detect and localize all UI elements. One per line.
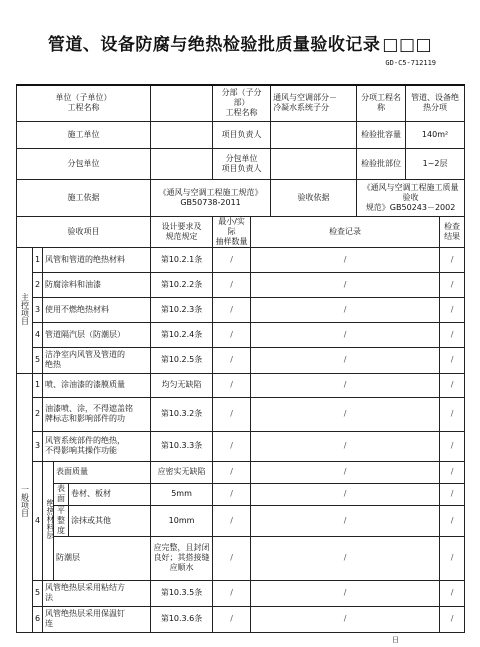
general-group-label: 一般项目 — [17, 373, 33, 632]
footer-mark: 日 — [392, 636, 399, 644]
acceptance-label: 验收依据 — [271, 179, 357, 216]
basis-value: 《通风与空调工程施工规范》 GB50738-2011 — [151, 179, 271, 216]
main-item-no: 3 — [33, 297, 43, 322]
general-item-no: 4 — [33, 461, 43, 580]
main-item-no: 5 — [33, 347, 43, 373]
general-item-record: / — [251, 431, 440, 461]
general-item-result: / — [440, 606, 465, 632]
form-title-text: 管道、设备防腐与绝热检验批质量验收记录 — [47, 35, 381, 55]
insulation-item-sampling: / — [213, 461, 251, 483]
insulation-item-requirement: 5mm — [151, 483, 213, 505]
division-value: 通风与空调部分－ 冷凝水系统子分 — [271, 85, 357, 121]
insulation-item-requirement: 应完整，且封闭 良好；其搭接缝 应顺水 — [151, 536, 213, 580]
main-item-row — [17, 247, 465, 272]
general-item-name: 风管绝热层采用保温钉 连 — [43, 606, 151, 632]
insulation-row — [17, 536, 465, 580]
main-item-requirement: 第10.2.5条 — [151, 347, 213, 373]
main-item-record: / — [251, 297, 440, 322]
main-item-sampling: / — [213, 272, 251, 297]
insulation-row — [17, 505, 465, 536]
insulation-row — [17, 483, 465, 505]
batch-part-label: 检验批部位 — [357, 148, 406, 179]
insulation-item-result: / — [440, 505, 465, 536]
general-item-sampling: / — [213, 373, 251, 397]
batch-part-value: 1~2层 — [406, 148, 465, 179]
general-item-no: 3 — [33, 431, 43, 461]
main-item-sampling: / — [213, 322, 251, 347]
main-item-row — [17, 322, 465, 347]
form-code: GD-C5-712119 — [385, 59, 436, 67]
result-header: 检查 结果 — [440, 216, 465, 247]
pm-label: 项目负责人 — [213, 121, 271, 148]
acceptance-table — [16, 84, 465, 633]
unit-value — [151, 85, 213, 121]
general-item-name: 喷、涂油漆的漆膜质量 — [43, 373, 151, 397]
general-item-no: 5 — [33, 580, 43, 606]
general-item-record: / — [251, 580, 440, 606]
division-label: 分部（子分部） 工程名称 — [213, 85, 271, 121]
insulation-item-sampling: / — [213, 483, 251, 505]
constructor-label: 施工单位 — [17, 121, 151, 148]
main-item-row — [17, 297, 465, 322]
insulation-item-sampling: / — [213, 536, 251, 580]
subitem-label: 分项工程名称 — [357, 85, 406, 121]
insulation-item-name-a: 平整 度 — [54, 505, 69, 536]
general-item-row — [17, 373, 465, 397]
insulation-item-sampling: / — [213, 505, 251, 536]
main-item-name: 洁净室内风管及管道的 绝热 — [43, 347, 151, 373]
main-item-result: / — [440, 272, 465, 297]
main-item-sampling: / — [213, 347, 251, 373]
general-item-requirement: 第10.3.3条 — [151, 431, 213, 461]
insulation-item-requirement: 应密实无缺陷 — [151, 461, 213, 483]
unit-label: 单位（子单位） 工程名称 — [17, 85, 151, 121]
batch-capacity-value: 140m² — [406, 121, 465, 148]
general-item-sampling: / — [213, 397, 251, 431]
main-item-result: / — [440, 322, 465, 347]
general-item-row — [17, 580, 465, 606]
general-item-record: / — [251, 373, 440, 397]
main-item-record: / — [251, 347, 440, 373]
main-item-no: 2 — [33, 272, 43, 297]
general-item-result: / — [440, 397, 465, 431]
form-title — [0, 30, 480, 55]
main-item-requirement: 第10.2.2条 — [151, 272, 213, 297]
sub-pm-label: 分包单位 项目负责人 — [213, 148, 271, 179]
main-item-result: / — [440, 247, 465, 272]
main-item-requirement: 第10.2.4条 — [151, 322, 213, 347]
insulation-item-result: / — [440, 483, 465, 505]
main-item-name: 防腐涂料和油漆 — [43, 272, 151, 297]
general-item-sampling: / — [213, 580, 251, 606]
general-item-no: 2 — [33, 397, 43, 431]
acceptance-value: 《通风与空调工程施工质量验收 规范》GB50243－2002 — [357, 179, 465, 216]
main-item-record: / — [251, 247, 440, 272]
main-item-requirement: 第10.2.3条 — [151, 297, 213, 322]
main-item-name: 管道隔汽层（防潮层） — [43, 322, 151, 347]
main-item-row — [17, 272, 465, 297]
main-item-record: / — [251, 272, 440, 297]
sub-pm-value — [271, 148, 357, 179]
main-item-row — [17, 347, 465, 373]
insulation-item-record: / — [251, 483, 440, 505]
general-item-name: 风管系统部件的绝热， 不得影响其操作功能 — [43, 431, 151, 461]
general-item-name: 风管绝热层采用粘结方 法 — [43, 580, 151, 606]
insulation-row — [17, 461, 465, 483]
general-item-sampling: / — [213, 431, 251, 461]
pm-value — [271, 121, 357, 148]
record-header: 检查记录 — [251, 216, 440, 247]
main-item-requirement: 第10.2.1条 — [151, 247, 213, 272]
sub-label: 分包单位 — [17, 148, 151, 179]
main-control-items — [17, 247, 465, 373]
general-item-name: 油漆喷、涂，不得遮盖铭 牌标志和影响部件的功 — [43, 397, 151, 431]
insulation-item-record: / — [251, 505, 440, 536]
general-item-result: / — [440, 580, 465, 606]
insulation-item-result: / — [440, 536, 465, 580]
sampling-header: 最小/实际 抽样数量 — [213, 216, 251, 247]
general-item-row — [17, 431, 465, 461]
main-item-name: 使用不燃绝热材料 — [43, 297, 151, 322]
main-item-no: 1 — [33, 247, 43, 272]
main-item-record: / — [251, 322, 440, 347]
general-item-no: 6 — [33, 606, 43, 632]
main-item-no: 4 — [33, 322, 43, 347]
insulation-item-name-a: 表面 — [54, 483, 69, 505]
subitem-value: 管道、设备绝热分项 — [406, 85, 465, 121]
main-item-result: / — [440, 297, 465, 322]
main-group-label: 主控项目 — [17, 247, 33, 373]
general-items — [17, 373, 465, 632]
main-item-sampling: / — [213, 297, 251, 322]
main-item-result: / — [440, 347, 465, 373]
general-item-record: / — [251, 397, 440, 431]
general-item-result: / — [440, 431, 465, 461]
general-item-requirement: 第10.3.5条 — [151, 580, 213, 606]
general-item-requirement: 第10.3.2条 — [151, 397, 213, 431]
general-item-record: / — [251, 606, 440, 632]
main-item-sampling: / — [213, 247, 251, 272]
item-header: 验收项目 — [17, 216, 151, 247]
basis-label: 施工依据 — [17, 179, 151, 216]
general-item-row — [17, 397, 465, 431]
constructor-value — [151, 121, 213, 148]
insulation-item-requirement: 10mm — [151, 505, 213, 536]
insulation-item-result: / — [440, 461, 465, 483]
requirement-header: 设计要求及 规范规定 — [151, 216, 213, 247]
insulation-group-label: 绝热材料层 — [43, 461, 54, 580]
general-item-row — [17, 606, 465, 632]
insulation-item-name: 表面质量 — [54, 461, 151, 483]
general-item-no: 1 — [33, 373, 43, 397]
sub-value — [151, 148, 213, 179]
title-boxes: □□□ — [382, 35, 433, 55]
general-item-requirement: 第10.3.6条 — [151, 606, 213, 632]
general-item-sampling: / — [213, 606, 251, 632]
insulation-item-name: 防潮层 — [54, 536, 151, 580]
insulation-item-name-b: 涂抹或其他 — [69, 505, 151, 536]
insulation-item-record: / — [251, 536, 440, 580]
general-item-requirement: 均匀无缺陷 — [151, 373, 213, 397]
main-item-name: 风管和管道的绝热材料 — [43, 247, 151, 272]
general-item-result: / — [440, 373, 465, 397]
batch-capacity-label: 检验批容量 — [357, 121, 406, 148]
insulation-item-name-b: 卷材、板材 — [69, 483, 151, 505]
insulation-item-record: / — [251, 461, 440, 483]
